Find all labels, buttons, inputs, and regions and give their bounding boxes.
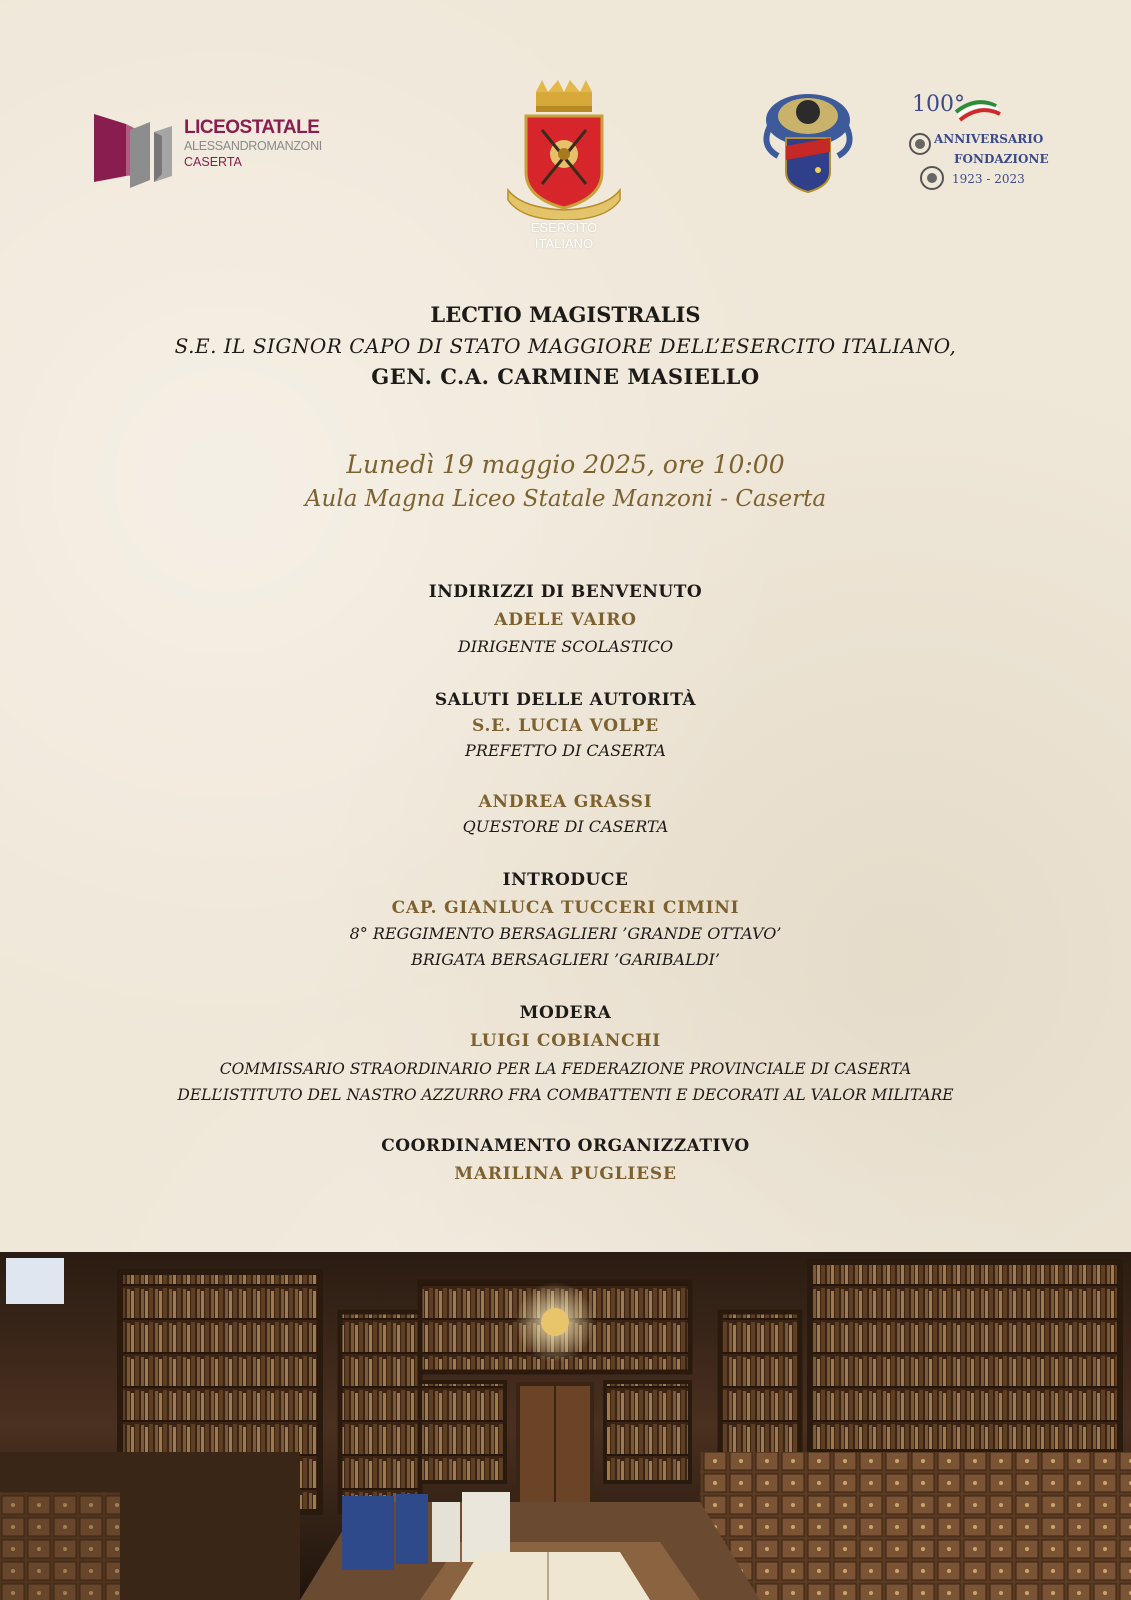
esercito-italiano-logo [502, 80, 626, 260]
welcome-role: DIRIGENTE SCOLASTICO [457, 637, 674, 656]
moderator-heading: MODERA [519, 1003, 612, 1023]
greetings-role1: PREFETTO DI CASERTA [465, 741, 666, 760]
anniversary-line2: FONDAZIONE [954, 152, 1049, 166]
speaker-name: GEN. C.A. CARMINE MASIELLO [371, 364, 760, 389]
event-venue: Aula Magna Liceo Statale Manzoni - Caserta [304, 486, 827, 512]
liceo-wordmark [184, 118, 322, 168]
title: LECTIO MAGISTRALIS [430, 302, 701, 327]
liceo-emblem-icon [92, 110, 184, 190]
anniversary-number: 100° [912, 92, 965, 117]
army-caption-line2: ITALIANO [534, 236, 594, 251]
moderator-name: LUIGI COBIANCHI [469, 1031, 662, 1051]
intro-role2: BRIGATA BERSAGLIERI ’GARIBALDI’ [411, 950, 720, 969]
intro-role1: 8° REGGIMENTO BERSAGLIERI ’GRANDE OTTAVO’ [349, 924, 782, 943]
liceo-line1: LICEOSTATALE [184, 117, 320, 138]
moderator-role1: COMMISSARIO STRAORDINARIO PER LA FEDERAZIONE PROVINCIALE DI CASERTA [219, 1060, 912, 1078]
army-coat-of-arms-icon [502, 80, 626, 220]
anniversary-line1: ANNIVERSARIO [934, 132, 1044, 146]
army-caption-line1: ESERCITO [530, 220, 598, 235]
intro-heading: INTRODUCE [502, 870, 629, 890]
bersaglieri-crest-logo [760, 86, 856, 194]
greetings-role2: QUESTORE DI CASERTA [462, 817, 669, 836]
liceo-manzoni-logo [92, 110, 332, 190]
moderator-role2: DELL’ISTITUTO DEL NASTRO AZZURRO FRA COMBATTENTI E DECORATI AL VALOR MILITARE [177, 1086, 954, 1104]
liceo-line2: ALESSANDROMANZONI [184, 139, 322, 153]
welcome-heading: INDIRIZZI DI BENVENUTO [428, 582, 703, 602]
subtitle: S.E. IL SIGNOR CAPO DI STATO MAGGIORE DELL’ESERCITO ITALIANO, [174, 334, 957, 358]
coordination-heading: COORDINAMENTO ORGANIZZATIVO [381, 1136, 750, 1156]
greetings-name2: ANDREA GRASSI [478, 792, 653, 812]
army-caption [502, 220, 626, 252]
crest-icon [760, 86, 856, 194]
event-date: Lunedì 19 maggio 2025, ore 10:00 [346, 450, 785, 479]
coordination-name: MARILINA PUGLIESE [454, 1164, 677, 1184]
anniversary-logo [904, 88, 1049, 198]
library-photo [0, 1252, 1131, 1600]
welcome-name: ADELE VAIRO [494, 610, 637, 630]
anniversary-line3: 1923 - 2023 [952, 172, 1025, 186]
intro-name: CAP. GIANLUCA TUCCERI CIMINI [391, 898, 740, 918]
greetings-heading: SALUTI DELLE AUTORITÀ [434, 690, 697, 710]
liceo-line3: CASERTA [184, 154, 242, 169]
greetings-name1: S.E. LUCIA VOLPE [471, 716, 660, 736]
